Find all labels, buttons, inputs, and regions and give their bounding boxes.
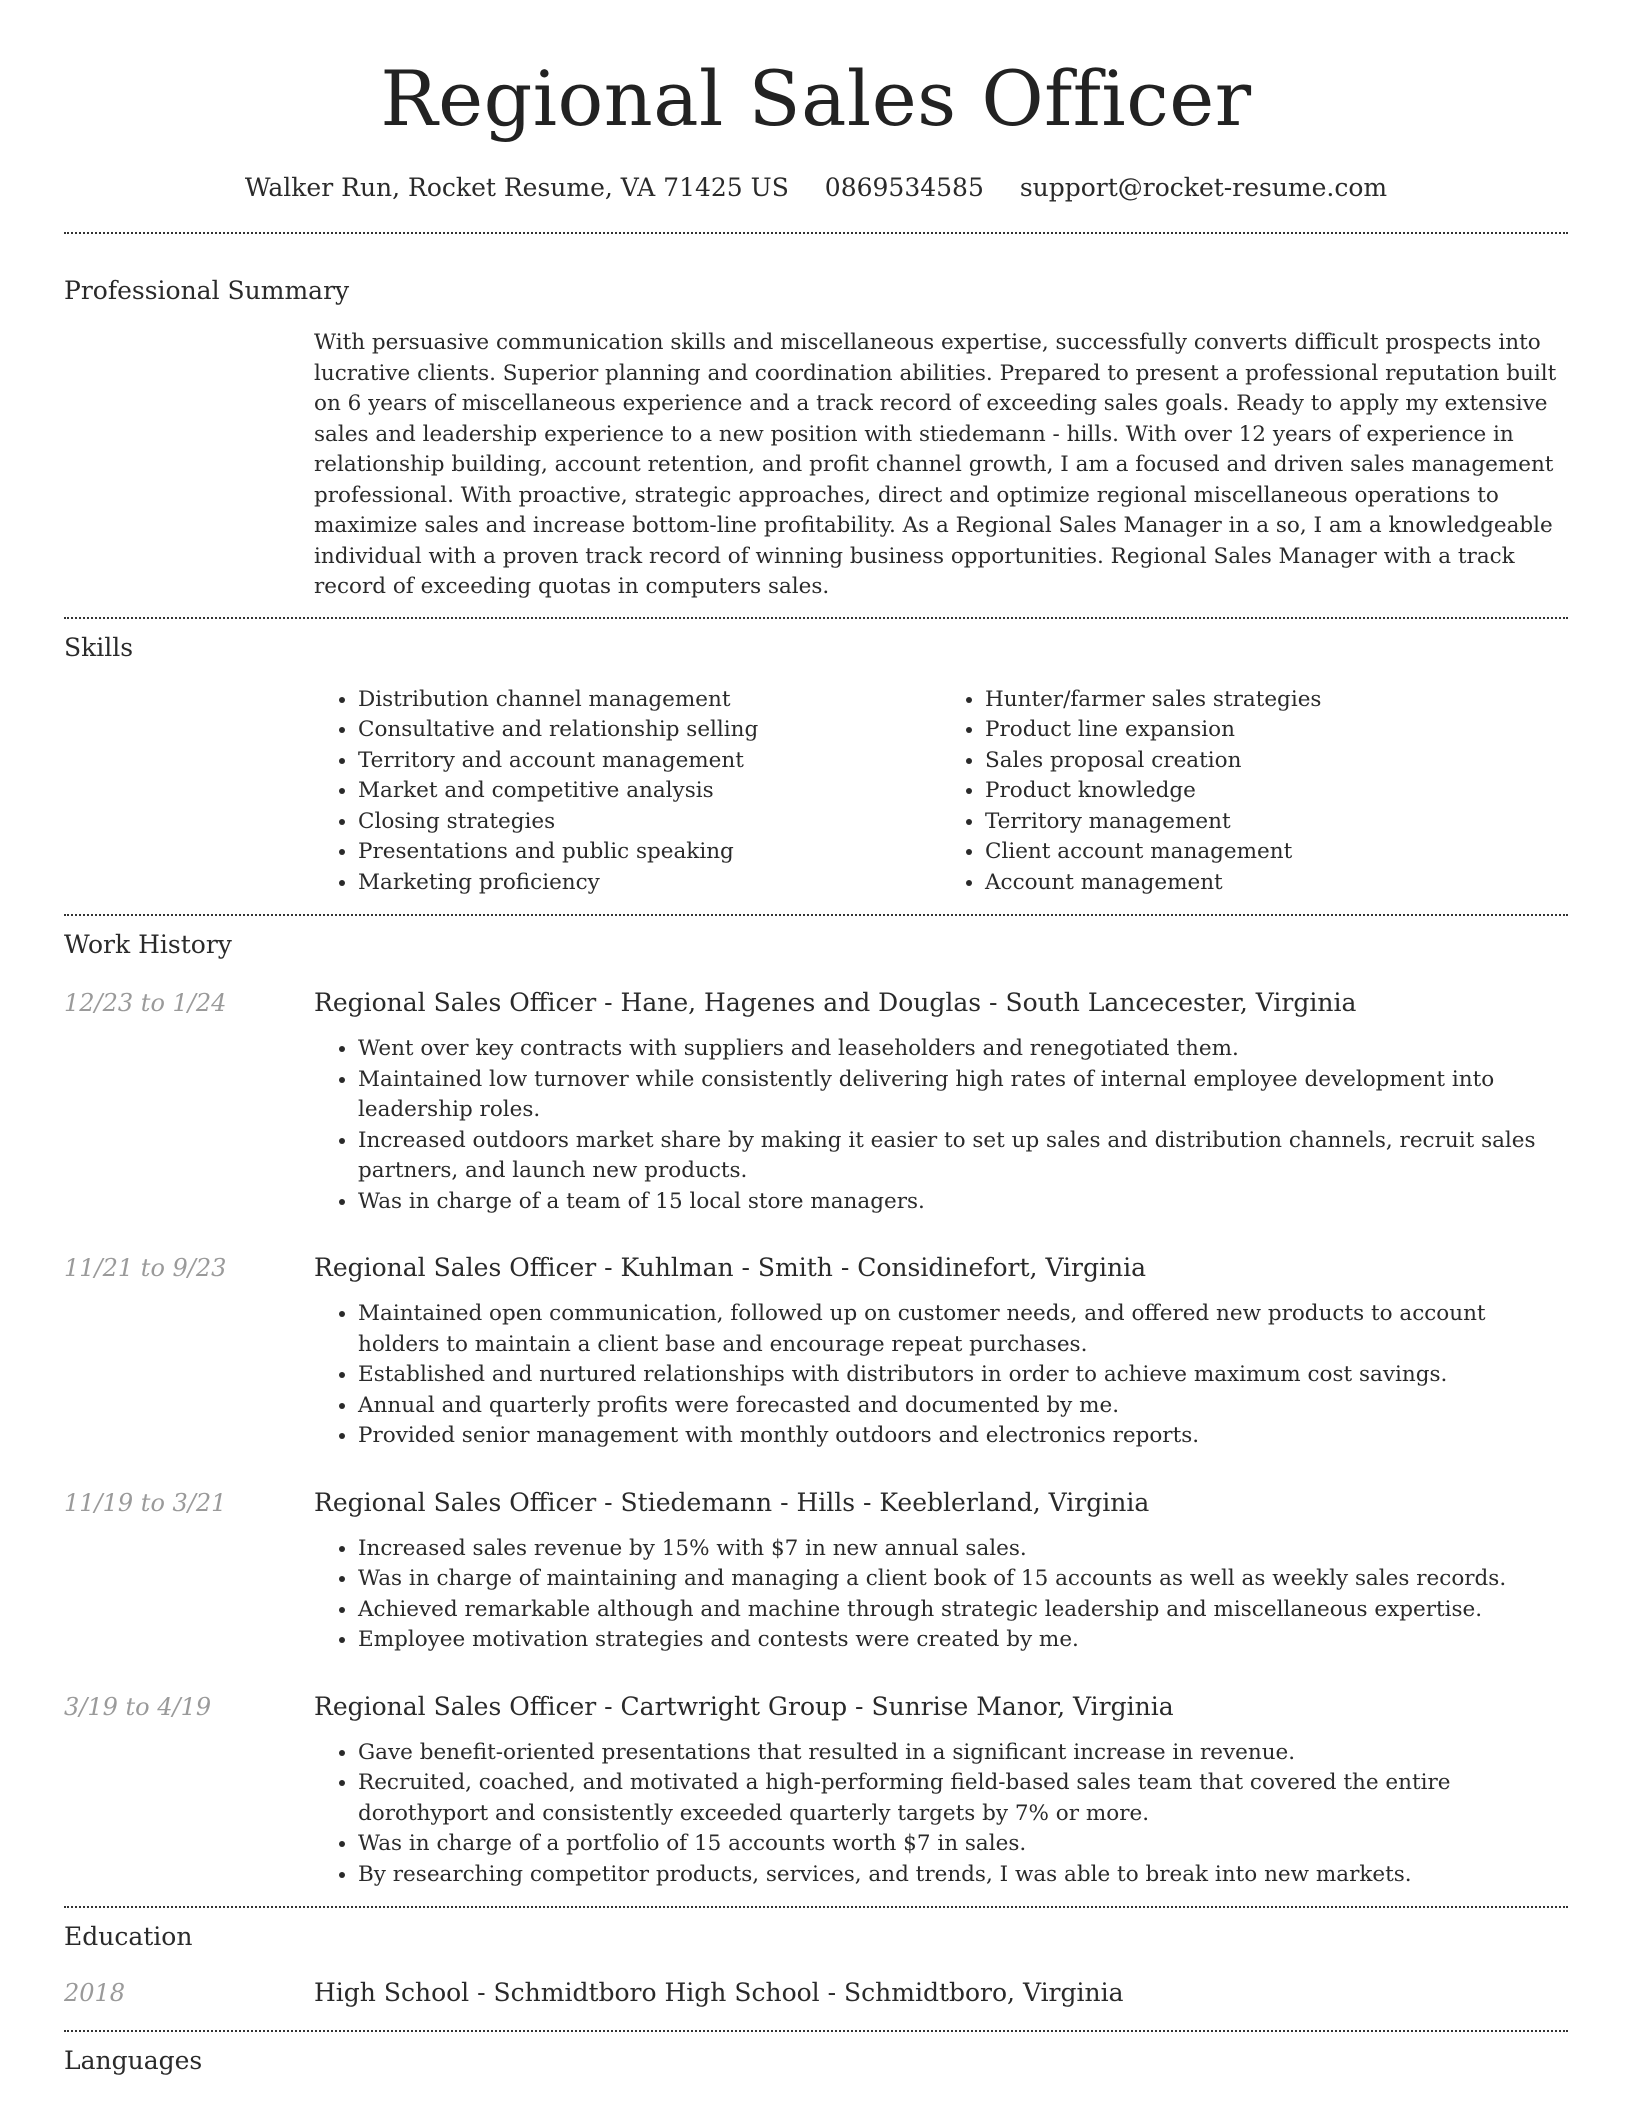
skill-item: • Territory management <box>985 807 1568 838</box>
job-bullet: • Was in charge of a portfolio of 15 accounts worth $7 in sales. <box>358 1829 1568 1860</box>
work-title: Work History <box>64 930 232 959</box>
skills-list-left <box>314 685 941 899</box>
skill-item: • Hunter/farmer sales strategies <box>985 685 1568 716</box>
contact-email: support@rocket-resume.com <box>1019 173 1388 202</box>
job-heading: Regional Sales Officer - Cartwright Group - Sunrise Manor, Virginia <box>314 1691 1174 1721</box>
job-bullet: • Annual and quarterly profits were forecasted and documented by me. <box>358 1391 1568 1422</box>
job-bullet: • Increased sales revenue by 15% with $7 in new annual sales. <box>358 1534 1568 1565</box>
job-bullet: • Recruited, coached, and motivated a high-performing field-based sales team that covered the entire dorothyport and consistently exceeded quarterly targets by 7% or more. <box>358 1768 1568 1829</box>
education-title: Education <box>64 1922 193 1951</box>
job-bullet: • Maintained low turnover while consistently delivering high rates of internal employee development into leadership roles. <box>358 1065 1568 1126</box>
job-heading: Regional Sales Officer - Kuhlman - Smith - Considinefort, Virginia <box>314 1253 1147 1282</box>
job-header-row <box>64 986 1568 1020</box>
summary-section <box>64 234 1568 603</box>
job-bullet: • Achieved remarkable although and machine through strategic leadership and miscellaneous expertise. <box>358 1595 1568 1626</box>
education-row <box>64 1976 1568 2010</box>
job-bullet: • Went over key contracts with suppliers and leaseholders and renegotiated them. <box>358 1034 1568 1065</box>
skill-item: • Sales proposal creation <box>985 746 1568 777</box>
skill-item: • Marketing proficiency <box>358 868 941 899</box>
skill-item: • Consultative and relationship selling <box>358 715 941 746</box>
summary-spacer <box>64 328 314 603</box>
job-body-row <box>64 1299 1568 1452</box>
job-heading: Regional Sales Officer - Stiedemann - Hills - Keeblerland, Virginia <box>314 1487 1150 1517</box>
job-bullets <box>314 1034 1568 1217</box>
skill-item: • Product knowledge <box>985 776 1568 807</box>
skills-spacer <box>64 685 314 899</box>
job-bullets <box>314 1738 1568 1891</box>
job-body <box>314 1738 1568 1891</box>
job-bullet: • By researching competitor products, services, and trends, I was able to break into new markets. <box>358 1860 1568 1891</box>
skill-item: • Territory and account management <box>358 746 941 777</box>
summary-row <box>64 328 1568 603</box>
skill-item: • Account management <box>985 868 1568 899</box>
contact-line <box>64 168 1568 208</box>
job-body-row <box>64 1034 1568 1217</box>
job-spacer <box>64 1534 314 1656</box>
education-year: 2018 <box>64 1979 126 2007</box>
job-dates: 12/23 to 1/24 <box>64 989 227 1017</box>
job-dates: 11/19 to 3/21 <box>64 1488 227 1517</box>
skill-item: • Distribution channel management <box>358 685 941 716</box>
summary-title: Professional Summary <box>64 276 350 305</box>
contact-phone: 0869534585 <box>824 173 984 202</box>
job-body <box>314 1534 1568 1656</box>
job-spacer <box>64 1299 314 1452</box>
summary-text: With persuasive communication skills and miscellaneous expertise, successfully converts difficult prospects into lucrative clients. Superior planning and coordination abilities. Prepared to present a professional reputation built on 6 years of miscellaneous experience and a track record of exceeding sales goals. Ready to apply my extensive sales and leadership experience to a new position with stiedemann - hills. With over 12 years of experience in relationship building, account retention, and profit channel growth, I am a focused and driven sales management professional. With proactive, strategic approaches, direct and optimize regional miscellaneous operations to maximize sales and increase bottom-line profitability. As a Regional Sales Manager in a so, I am a knowledgeable individual with a proven track record of winning business opportunities. Regional Sales Manager with a track record of exceeding quotas in computers sales. <box>314 330 1557 599</box>
job-body <box>314 1034 1568 1217</box>
skill-item: • Market and competitive analysis <box>358 776 941 807</box>
job-body-row <box>64 1738 1568 1891</box>
skills-row <box>64 685 1568 899</box>
job-bullet: • Was in charge of a team of 15 local store managers. <box>358 1187 1568 1218</box>
skills-section <box>64 619 1568 899</box>
job-bullet: • Employee motivation strategies and contests were created by me. <box>358 1625 1568 1656</box>
work-section <box>64 916 1568 1890</box>
job-dates: 11/21 to 9/23 <box>64 1254 227 1282</box>
candidate-name: Regional Sales Officer <box>380 54 1252 143</box>
job-bullet: • Gave benefit-oriented presentations that resulted in a significant increase in revenue. <box>358 1738 1568 1769</box>
job-body <box>314 1299 1568 1452</box>
skill-item: • Product line expansion <box>985 715 1568 746</box>
job-bullet: • Established and nurtured relationships with distributors in order to achieve maximum cost savings. <box>358 1360 1568 1391</box>
skills-columns <box>314 685 1568 899</box>
skill-item: • Client account management <box>985 837 1568 868</box>
job-entry <box>64 986 1568 1217</box>
job-entry <box>64 1690 1568 1891</box>
job-bullet: • Was in charge of maintaining and managing a client book of 15 accounts as well as weekly sales records. <box>358 1564 1568 1595</box>
job-header-row <box>64 1486 1568 1520</box>
education-section <box>64 1908 1568 2010</box>
job-bullets <box>314 1299 1568 1452</box>
languages-title: Languages <box>64 2046 203 2075</box>
job-bullet: • Provided senior management with monthly outdoors and electronics reports. <box>358 1421 1568 1452</box>
job-body-row <box>64 1534 1568 1656</box>
skill-item: • Closing strategies <box>358 807 941 838</box>
job-entry <box>64 1251 1568 1452</box>
skills-title: Skills <box>64 632 134 662</box>
job-entry <box>64 1486 1568 1656</box>
job-bullets <box>314 1534 1568 1656</box>
job-spacer <box>64 1034 314 1217</box>
summary-body <box>314 328 1568 603</box>
job-spacer <box>64 1738 314 1891</box>
education-heading: High School - Schmidtboro High School - Schmidtboro, Virginia <box>314 1978 1124 2007</box>
skill-item: • Presentations and public speaking <box>358 837 941 868</box>
job-header-row <box>64 1251 1568 1285</box>
job-dates: 3/19 to 4/19 <box>64 1692 212 1721</box>
job-bullet: • Maintained open communication, followed up on customer needs, and offered new products to account holders to maintain a client base and encourage repeat purchases. <box>358 1299 1568 1360</box>
job-heading: Regional Sales Officer - Hane, Hagenes and Douglas - South Lancecester, Virginia <box>314 988 1357 1017</box>
skills-list-right <box>941 685 1568 899</box>
job-header-row <box>64 1690 1568 1724</box>
contact-address: Walker Run, Rocket Resume, VA 71425 US <box>244 173 789 202</box>
job-bullet: • Increased outdoors market share by making it easier to set up sales and distribution channels, recruit sales partners, and launch new products. <box>358 1126 1568 1187</box>
languages-section <box>64 2032 1568 2078</box>
